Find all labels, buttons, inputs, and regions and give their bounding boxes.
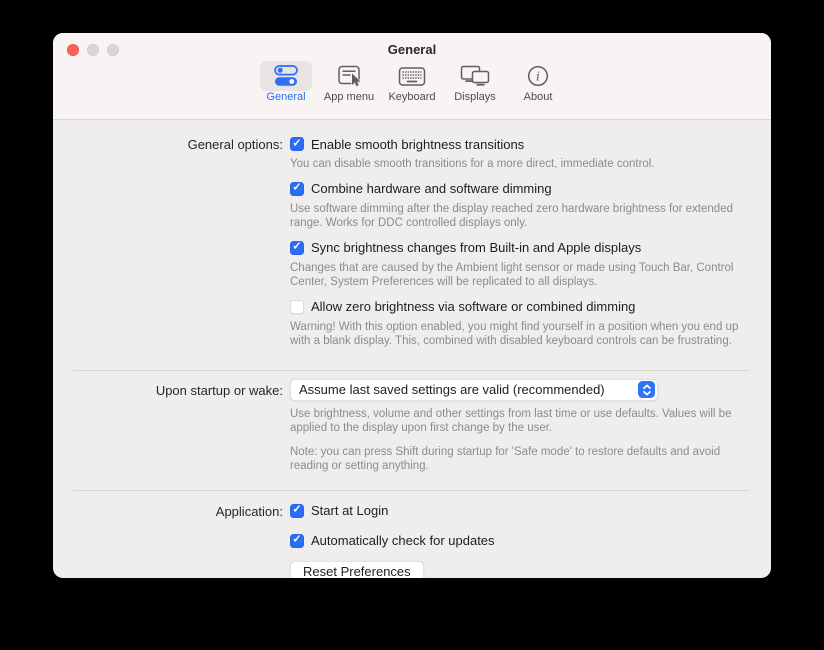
section-label: Application: (215, 503, 283, 519)
startup-mode-dropdown[interactable] (290, 379, 658, 401)
tab-app-menu[interactable] (323, 61, 375, 104)
tab-general[interactable] (260, 61, 312, 104)
window-controls (67, 44, 119, 56)
dropdown-value: Assume last saved settings are valid (recommended) (299, 382, 605, 397)
zoom-button (107, 44, 119, 56)
app-menu-icon (323, 61, 375, 91)
checkbox[interactable] (290, 300, 304, 314)
help-text: Use brightness, volume and other settings from last time or use defaults. Values will be applied to the display upon first change by the user. (290, 407, 732, 434)
section-startup (53, 379, 771, 483)
preferences-window (53, 33, 771, 578)
checkbox-row-smooth-transitions[interactable] (290, 136, 771, 152)
checkbox-row-start-at-login[interactable] (290, 503, 771, 519)
chevron-up-down-icon (638, 381, 655, 398)
note-text: Note: you can press Shift during startup for 'Safe mode' to restore defaults and avoid reading or setting anything. (290, 445, 721, 472)
keyboard-icon (386, 61, 438, 91)
checkbox-label: Allow zero brightness via software or combined dimming (311, 299, 636, 314)
checkbox-row-sync-brightness[interactable] (290, 240, 771, 256)
checkbox-row-zero-brightness[interactable] (290, 299, 771, 315)
svg-text:i: i (536, 68, 540, 84)
checkbox-label: Enable smooth brightness transitions (311, 136, 525, 152)
close-button[interactable] (67, 44, 79, 56)
tab-about-label: About (523, 91, 553, 103)
help-text: Changes that are caused by the Ambient light sensor or made using Touch Bar, Control Center, System Preferences will be replicated to all displays. (290, 261, 734, 288)
toggles-icon (260, 61, 312, 91)
checkbox-row-combine-dimming[interactable] (290, 181, 771, 197)
help-text: You can disable smooth transitions for a more direct, immediate control. (290, 158, 655, 170)
window-title: General (387, 42, 437, 57)
minimize-button (87, 44, 99, 56)
toolbar (53, 61, 771, 104)
tab-general-label: General (266, 91, 306, 103)
checkbox-label: Automatically check for updates (311, 533, 495, 548)
tab-displays-label: Displays (454, 91, 496, 103)
displays-icon (449, 61, 501, 91)
checkbox-label: Combine hardware and software dimming (311, 181, 552, 196)
settings-content (53, 120, 771, 578)
info-icon (512, 61, 564, 91)
help-text: Warning! With this option enabled, you might find yourself in a position when you end up with a blank display. This, combined with disabled keyboard controls can be frustrating. (290, 320, 739, 347)
section-divider (73, 490, 750, 491)
checkbox[interactable]: ✓ (290, 241, 304, 255)
checkbox[interactable]: ✓ (290, 137, 304, 151)
section-label: General options: (187, 137, 283, 152)
section-label: Upon startup or wake: (155, 382, 283, 398)
tab-app-menu-label: App menu (323, 91, 375, 103)
checkbox[interactable]: ✓ (290, 182, 304, 196)
checkbox[interactable]: ✓ (290, 534, 304, 548)
tab-keyboard[interactable] (386, 61, 438, 104)
section-general-options (53, 136, 771, 358)
reset-preferences-button[interactable]: Reset Preferences (290, 561, 424, 579)
section-divider (73, 370, 750, 371)
checkbox-label: Start at Login (311, 503, 389, 518)
help-text: Use software dimming after the display reached zero hardware brightness for extended range. Works for DDC controlled displays only. (290, 202, 733, 229)
tab-keyboard-label: Keyboard (388, 91, 436, 103)
section-application (53, 503, 771, 579)
tab-about[interactable] (512, 61, 564, 104)
titlebar-toolbar (53, 33, 771, 120)
checkbox-label: Sync brightness changes from Built-in and Apple displays (311, 240, 642, 255)
checkbox[interactable]: ✓ (290, 504, 304, 518)
tab-displays[interactable] (449, 61, 501, 104)
checkbox-row-check-updates[interactable] (290, 533, 771, 549)
